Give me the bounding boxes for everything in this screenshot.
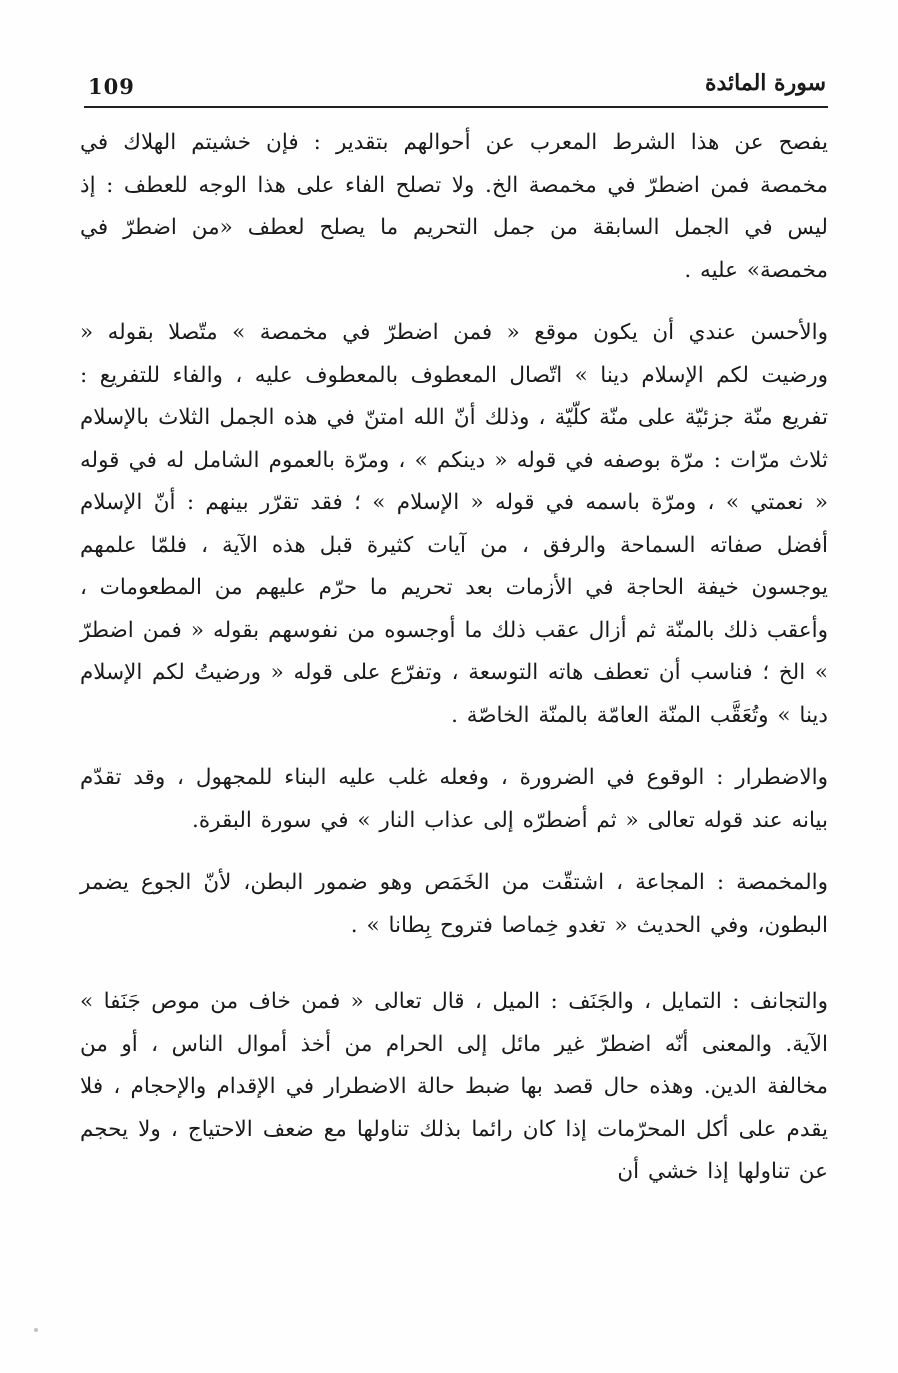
- paragraph-4: والمخمصة : المجاعة ، اشتقّت من الخَمَص وهو ضمور البطن، لأنّ الجوع يضمر البطون، وفي الحديث « تغدو خِماصا فتروح بِطانا » .: [80, 870, 828, 938]
- header-rule: [84, 106, 828, 108]
- page-header: [84, 70, 828, 104]
- scan-speck: [34, 1328, 38, 1332]
- paragraph-3: والاضطرار : الوقوع في الضرورة ، وفعله غلب عليه البناء للمجهول ، وقد تقدّم بيانه عند قوله تعالى « ثم أضطرّه إلى عذاب النار » في سورة البقرة.: [80, 765, 828, 833]
- paragraph-5: والتجانف : التمايل ، والجَنَف : الميل ، قال تعالى « فمن خاف من موص جَنَفا » الآية. والمعنى أنّه اضطرّ غير مائل إلى الحرام من أخذ أموال الناس ، أو من مخالفة الدين. وهذه حال قصد بها ضبط حالة الاضطرار في الإقدام والإحجام ، فلا يقدم على أكل المحرّمات إذا كان رائما بذلك تناولها مع ضعف الاحتياج ، ولا يحجم عن تناولها إذا خشي أن: [80, 989, 828, 1184]
- paragraph-2: والأحسن عندي أن يكون موقع « فمن اضطرّ في مخمصة » متّصلا بقوله « ورضيت لكم الإسلام دينا » اتّصال المعطوف بالمعطوف عليه ، والفاء للتفريع : تفريع منّة جزئيّة على منّة كلّيّة ، وذلك أنّ الله امتنّ في هذه الجمل الثلاث بالإسلام ثلاث مرّات : مرّة بوصفه في قوله « دينكم » ، ومرّة بالعموم الشامل له في قوله « نعمتي » ، ومرّة باسمه في قوله « الإسلام » ؛ فقد تقرّر بينهم : أنّ الإسلام أفضل صفاته السماحة والرفق ، من آيات كثيرة قبل هذه الآية ، فلمّا علمهم يوجسون خيفة الحاجة في الأزمات بعد تحريم ما حرّم عليهم من المطعومات ، وأعقب ذلك بالمنّة ثم أزال عقب ذلك ما أوجسوه من نفوسهم بقوله « فمن اضطرّ » الخ ؛ فناسب أن تعطف هاته التوسعة ، وتفرّع على قوله « ورضيتُ لكم الإسلام دينا » وتُعَقَّب المنّة العامّة بالمنّة الخاصّة .: [80, 320, 828, 728]
- page-number: 109: [88, 74, 135, 99]
- running-title: سورة المائدة: [704, 70, 826, 96]
- body-text: [80, 122, 828, 1194]
- paragraph-1: يفصح عن هذا الشرط المعرب عن أحوالهم بتقدير : فإن خشيتم الهلاك في مخمصة فمن اضطرّ في مخمصة الخ. ولا تصلح الفاء على هذا الوجه للعطف : إذ ليس في الجمل السابقة من جمل التحريم ما يصلح لعطف «من اضطرّ في مخمصة» عليه .: [80, 130, 828, 283]
